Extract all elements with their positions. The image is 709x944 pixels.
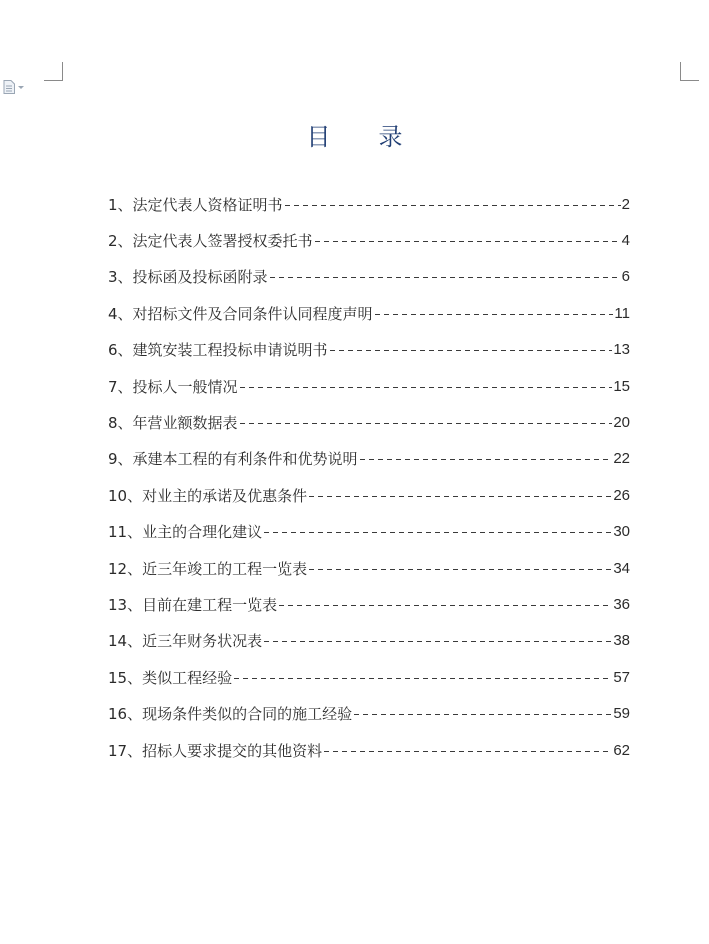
toc-entry-label: 业主的合理化建议 [142, 523, 263, 542]
toc-entry-label: 承建本工程的有利条件和优势说明 [132, 450, 358, 469]
toc-entry-page: 38 [613, 632, 630, 650]
toc-entry-page: 4 [621, 232, 630, 250]
toc-entry-number: 4、 [108, 304, 133, 323]
toc-leader [264, 641, 612, 642]
title-char-2: 录 [378, 123, 403, 151]
toc-leader [264, 532, 612, 533]
toc-leader [360, 459, 613, 460]
toc-entry-label: 投标人一般情况 [132, 377, 238, 396]
toc-entry-page: 13 [613, 341, 630, 359]
toc-entry[interactable] [108, 659, 630, 695]
page-title [0, 117, 709, 152]
toc-entry[interactable] [108, 368, 630, 404]
toc-entry-label: 投标函及投标函附录 [132, 268, 268, 287]
toc-entry[interactable] [108, 477, 630, 513]
toc-entry-number: 12、 [108, 559, 143, 578]
toc-leader [240, 387, 613, 388]
toc-entry-label: 法定代表人签署授权委托书 [132, 232, 313, 251]
toc-entry-label: 近三年财务状况表 [142, 632, 263, 651]
toc-entry[interactable] [108, 259, 630, 295]
toc-entry-page: 62 [613, 741, 630, 759]
toc-entry-number: 13、 [108, 595, 143, 614]
toc-leader [324, 751, 612, 752]
toc-entry-page: 6 [621, 268, 630, 286]
toc-entry[interactable] [108, 404, 630, 440]
toc-entry-label: 建筑安装工程投标申请说明书 [132, 341, 328, 360]
toc-entry[interactable] [108, 332, 630, 368]
toc-leader [309, 569, 612, 570]
toc-entry[interactable] [108, 514, 630, 550]
toc-entry-page: 30 [613, 523, 630, 541]
toc-entry-number: 2、 [108, 232, 133, 251]
toc-entry-number: 1、 [108, 195, 133, 214]
toc-entry-page: 59 [613, 705, 630, 723]
toc-entry-label: 对招标文件及合同条件认同程度声明 [132, 304, 373, 323]
toc-entry-number: 10、 [108, 486, 143, 505]
toc-entry-number: 16、 [108, 705, 143, 724]
toc-entry-label: 法定代表人资格证明书 [132, 195, 283, 214]
toc-entry-label: 招标人要求提交的其他资料 [142, 741, 323, 760]
toc-entry-number: 15、 [108, 668, 143, 687]
toc-entry-page: 36 [613, 595, 630, 613]
toc-leader [234, 678, 612, 679]
toc-entry-number: 7、 [108, 377, 133, 396]
toc-entry-number: 8、 [108, 414, 133, 433]
toc-entry-number: 9、 [108, 450, 133, 469]
toc-entry-label: 类似工程经验 [142, 668, 233, 687]
toc-entry-page: 22 [613, 450, 630, 468]
page-corner-mark-top-right [680, 62, 699, 81]
toc-entry[interactable] [108, 186, 630, 222]
toc-entry[interactable] [108, 222, 630, 258]
toc-entry-number: 3、 [108, 268, 133, 287]
toc-leader [375, 314, 614, 315]
toc-leader [279, 605, 612, 606]
table-of-contents [108, 186, 630, 768]
toc-entry-label: 年营业额数据表 [132, 414, 238, 433]
toc-leader [309, 496, 612, 497]
toc-leader [240, 423, 613, 424]
page-icon [3, 80, 15, 94]
toc-entry[interactable] [108, 623, 630, 659]
toc-entry[interactable] [108, 732, 630, 768]
toc-entry-label: 目前在建工程一览表 [142, 595, 278, 614]
toc-leader [330, 350, 613, 351]
toc-entry[interactable] [108, 441, 630, 477]
toc-entry[interactable] [108, 295, 630, 331]
toc-leader [285, 205, 621, 206]
toc-entry-number: 14、 [108, 632, 143, 651]
document-options-icon[interactable] [3, 80, 29, 94]
page-corner-mark-top-left [44, 62, 63, 81]
toc-entry-page: 34 [613, 559, 630, 577]
toc-entry-label: 近三年竣工的工程一览表 [142, 559, 308, 578]
toc-entry-page: 11 [614, 304, 630, 322]
toc-entry-page: 26 [613, 486, 630, 504]
toc-entry-page: 2 [621, 195, 630, 213]
chevron-down-icon [18, 86, 24, 89]
toc-entry-number: 17、 [108, 741, 143, 760]
toc-entry-label: 现场条件类似的合同的施工经验 [142, 705, 353, 724]
toc-entry-page: 57 [613, 668, 630, 686]
toc-entry-number: 11、 [108, 523, 143, 542]
toc-leader [315, 241, 621, 242]
toc-leader [270, 277, 621, 278]
toc-entry[interactable] [108, 695, 630, 731]
toc-entry-page: 20 [613, 414, 630, 432]
toc-entry-page: 15 [613, 377, 630, 395]
title-char-1: 目 [306, 123, 331, 151]
toc-entry[interactable] [108, 586, 630, 622]
toc-leader [354, 714, 612, 715]
toc-entry-label: 对业主的承诺及优惠条件 [142, 486, 308, 505]
toc-entry[interactable] [108, 550, 630, 586]
toc-entry-number: 6、 [108, 341, 133, 360]
